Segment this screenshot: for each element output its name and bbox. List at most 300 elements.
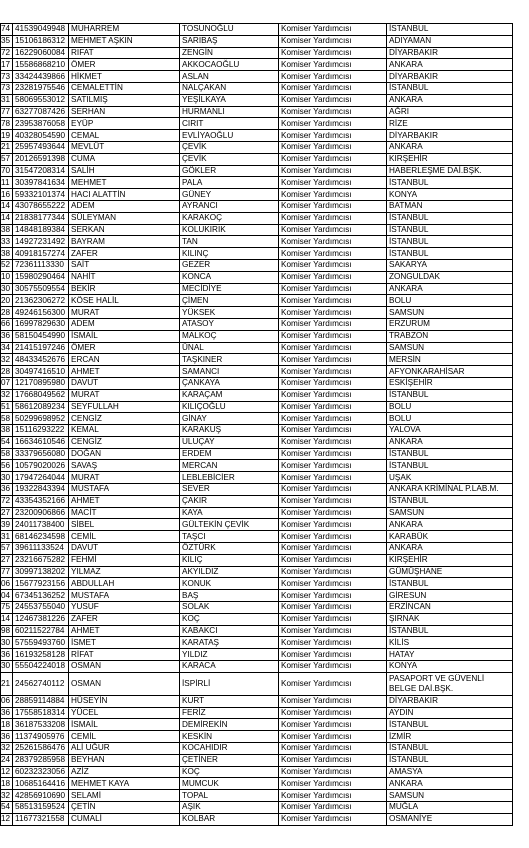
rank-cell: Komiser Yardımcısı [279,82,387,94]
first-name-cell: CENGİZ [69,436,180,448]
rank-cell: Komiser Yardımcısı [279,719,387,731]
first-name-cell: ABDULLAH [69,578,180,590]
rank-cell: Komiser Yardımcısı [279,366,387,378]
surname-cell: KONCA [180,271,279,283]
surname-cell: KARAKOÇ [180,212,279,224]
row-index-cell: 98 [1,625,13,637]
location-cell: İSTANBUL [387,578,513,590]
surname-cell: TAŞKINER [180,354,279,366]
row-index-cell: 11 [1,177,13,189]
surname-cell: YEŞİLKAYA [180,94,279,106]
rank-cell: Komiser Yardımcısı [279,672,387,695]
table-row [1,318,513,330]
rank-cell: Komiser Yardımcısı [279,472,387,484]
location-cell: İSTANBUL [387,460,513,472]
table-row [1,189,513,201]
row-index-cell: 72 [1,47,13,59]
id-number-cell: 23200906866 [13,507,69,519]
location-cell: DİYARBAKIR [387,695,513,707]
location-cell: ANKARA [387,94,513,106]
first-name-cell: CUMALİ [69,813,180,825]
location-cell: PASAPORT VE GÜVENLİ BELGE DAİ.BŞK. [387,672,513,695]
location-cell: İSTANBUL [387,212,513,224]
row-index-cell: 75 [1,602,13,614]
first-name-cell: SEYFULLAH [69,401,180,413]
row-index-cell: 21 [1,672,13,695]
table-row [1,790,513,802]
row-index-cell: 74 [1,24,13,36]
id-number-cell: 15586868210 [13,59,69,71]
location-cell: GÜMÜŞHANE [387,566,513,578]
id-number-cell: 24562740112 [13,672,69,695]
first-name-cell: DAVUT [69,543,180,555]
id-number-cell: 23281975546 [13,82,69,94]
first-name-cell: ZAFER [69,248,180,260]
first-name-cell: SATILMIŞ [69,94,180,106]
location-cell: ANKARA [387,141,513,153]
table-row [1,731,513,743]
id-number-cell: 21362306272 [13,295,69,307]
table-row [1,507,513,519]
location-cell: ERZURUM [387,318,513,330]
surname-cell: KOLBAR [180,813,279,825]
surname-cell: AKYILDIZ [180,566,279,578]
surname-cell: KOÇ [180,766,279,778]
first-name-cell: MUSTAFA [69,590,180,602]
id-number-cell: 58150454990 [13,330,69,342]
table-row [1,531,513,543]
table-row [1,554,513,566]
id-number-cell: 19322843394 [13,484,69,496]
location-cell: DİYARBAKIR [387,71,513,83]
first-name-cell: KEMAL [69,425,180,437]
row-index-cell: 58 [1,413,13,425]
table-row [1,200,513,212]
first-name-cell: İSMAİL [69,719,180,731]
surname-cell: EVLİYAOĞLU [180,130,279,142]
id-number-cell: 68146234598 [13,531,69,543]
id-number-cell: 11374905976 [13,731,69,743]
rank-cell: Komiser Yardımcısı [279,200,387,212]
first-name-cell: RİFAT [69,649,180,661]
surname-cell: KARAÇAM [180,389,279,401]
surname-cell: KARAKUŞ [180,425,279,437]
table-row [1,82,513,94]
location-cell: BOLU [387,413,513,425]
row-index-cell: 70 [1,165,13,177]
first-name-cell: MUSTAFA [69,484,180,496]
surname-cell: TAN [180,236,279,248]
id-number-cell: 17668049562 [13,389,69,401]
table-row [1,778,513,790]
table-row [1,307,513,319]
id-number-cell: 50299698952 [13,413,69,425]
rank-cell: Komiser Yardımcısı [279,141,387,153]
row-index-cell: 54 [1,436,13,448]
location-cell: İSTANBUL [387,448,513,460]
first-name-cell: ADEM [69,200,180,212]
row-index-cell: 36 [1,707,13,719]
surname-cell: ÇEVİK [180,153,279,165]
id-number-cell: 59332101374 [13,189,69,201]
location-cell: OSMANİYE [387,813,513,825]
location-cell: UŞAK [387,472,513,484]
table-row [1,342,513,354]
location-cell: ADIYAMAN [387,35,513,47]
id-number-cell: 41539049948 [13,24,69,36]
id-number-cell: 14927231492 [13,236,69,248]
row-index-cell: 31 [1,531,13,543]
table-row [1,754,513,766]
rank-cell: Komiser Yardımcısı [279,566,387,578]
id-number-cell: 12170895980 [13,377,69,389]
rank-cell: Komiser Yardımcısı [279,377,387,389]
rank-cell: Komiser Yardımcısı [279,484,387,496]
table-row [1,637,513,649]
location-cell: AFYONKARAHİSAR [387,366,513,378]
id-number-cell: 58069553012 [13,94,69,106]
table-row [1,236,513,248]
personnel-table [0,23,513,826]
first-name-cell: MEVLÜT [69,141,180,153]
row-index-cell: 18 [1,778,13,790]
rank-cell: Komiser Yardımcısı [279,637,387,649]
row-index-cell: 04 [1,590,13,602]
surname-cell: KONUK [180,578,279,590]
first-name-cell: YÜCEL [69,707,180,719]
rank-cell: Komiser Yardımcısı [279,47,387,59]
table-row [1,130,513,142]
id-number-cell: 72361113330 [13,259,69,271]
row-index-cell: 34 [1,342,13,354]
first-name-cell: ÖMER [69,59,180,71]
id-number-cell: 67345136252 [13,590,69,602]
location-cell: ESKİŞEHİR [387,377,513,389]
id-number-cell: 60211522784 [13,625,69,637]
location-cell: DİYARBAKIR [387,130,513,142]
first-name-cell: AHMET [69,366,180,378]
rank-cell: Komiser Yardımcısı [279,790,387,802]
first-name-cell: SALİH [69,165,180,177]
rank-cell: Komiser Yardımcısı [279,71,387,83]
first-name-cell: KÖSE HALİL [69,295,180,307]
id-number-cell: 49246156300 [13,307,69,319]
rank-cell: Komiser Yardımcısı [279,766,387,778]
rank-cell: Komiser Yardımcısı [279,130,387,142]
row-index-cell: 32 [1,389,13,401]
location-cell: İSTANBUL [387,24,513,36]
first-name-cell: SAİT [69,259,180,271]
first-name-cell: SELAMİ [69,790,180,802]
rank-cell: Komiser Yardımcısı [279,94,387,106]
table-row [1,661,513,673]
surname-cell: KILIÇ [180,554,279,566]
table-row [1,212,513,224]
row-index-cell: 24 [1,754,13,766]
row-index-cell: 54 [1,802,13,814]
id-number-cell: 43354352166 [13,495,69,507]
row-index-cell: 27 [1,554,13,566]
location-cell: KIRŞEHİR [387,153,513,165]
rank-cell: Komiser Yardımcısı [279,283,387,295]
location-cell: ANKARA KRİMİNAL P.LAB.M. [387,484,513,496]
id-number-cell: 36187533208 [13,719,69,731]
row-index-cell: 56 [1,460,13,472]
table-row [1,366,513,378]
surname-cell: PALA [180,177,279,189]
rank-cell: Komiser Yardımcısı [279,259,387,271]
id-number-cell: 30497416510 [13,366,69,378]
location-cell: ANKARA [387,59,513,71]
table-row [1,283,513,295]
row-index-cell: 73 [1,82,13,94]
row-index-cell: 51 [1,401,13,413]
location-cell: KONYA [387,661,513,673]
first-name-cell: MACİT [69,507,180,519]
rank-cell: Komiser Yardımcısı [279,389,387,401]
rank-cell: Komiser Yardımcısı [279,24,387,36]
surname-cell: MALKOÇ [180,330,279,342]
table-row [1,259,513,271]
first-name-cell: HÜSEYİN [69,695,180,707]
first-name-cell: MEHMET KAYA [69,778,180,790]
rank-cell: Komiser Yardımcısı [279,754,387,766]
table-row [1,484,513,496]
table-row [1,672,513,695]
first-name-cell: YUSUF [69,602,180,614]
surname-cell: MERCAN [180,460,279,472]
id-number-cell: 17558518314 [13,707,69,719]
table-row [1,59,513,71]
row-index-cell: 57 [1,153,13,165]
location-cell: İSTANBUL [387,719,513,731]
rank-cell: Komiser Yardımcısı [279,802,387,814]
location-cell: SAMSUN [387,790,513,802]
first-name-cell: MEHMET [69,177,180,189]
first-name-cell: SERHAN [69,106,180,118]
location-cell: İSTANBUL [387,177,513,189]
id-number-cell: 58612089234 [13,401,69,413]
location-cell: SAMSUN [387,307,513,319]
location-cell: ANKARA [387,778,513,790]
rank-cell: Komiser Yardımcısı [279,731,387,743]
rank-cell: Komiser Yardımcısı [279,295,387,307]
rank-cell: Komiser Yardımcısı [279,695,387,707]
location-cell: SAMSUN [387,342,513,354]
table-row [1,71,513,83]
id-number-cell: 57559493760 [13,637,69,649]
personnel-table-body [1,24,513,826]
table-row [1,436,513,448]
location-cell: GİRESUN [387,590,513,602]
rank-cell: Komiser Yardımcısı [279,236,387,248]
location-cell: YALOVA [387,425,513,437]
surname-cell: BAŞ [180,590,279,602]
id-number-cell: 21838177344 [13,212,69,224]
row-index-cell: 36 [1,330,13,342]
surname-cell: LEBLEBİCİER [180,472,279,484]
row-index-cell: 21 [1,141,13,153]
rank-cell: Komiser Yardımcısı [279,177,387,189]
row-index-cell: 28 [1,307,13,319]
rank-cell: Komiser Yardımcısı [279,189,387,201]
id-number-cell: 15980290464 [13,271,69,283]
row-index-cell: 10 [1,271,13,283]
location-cell: ŞIRNAK [387,613,513,625]
rank-cell: Komiser Yardımcısı [279,531,387,543]
row-index-cell: 36 [1,484,13,496]
first-name-cell: AHMET [69,625,180,637]
rank-cell: Komiser Yardımcısı [279,354,387,366]
first-name-cell: BAYRAM [69,236,180,248]
personnel-list-sheet [0,23,512,826]
location-cell: BATMAN [387,200,513,212]
location-cell: İSTANBUL [387,224,513,236]
id-number-cell: 10685164416 [13,778,69,790]
first-name-cell: SERKAN [69,224,180,236]
row-index-cell: 38 [1,248,13,260]
surname-cell: KURT [180,695,279,707]
id-number-cell: 48433452676 [13,354,69,366]
surname-cell: CIRIT [180,118,279,130]
rank-cell: Komiser Yardımcısı [279,578,387,590]
rank-cell: Komiser Yardımcısı [279,813,387,825]
table-row [1,719,513,731]
surname-cell: ÜNAL [180,342,279,354]
table-row [1,566,513,578]
rank-cell: Komiser Yardımcısı [279,625,387,637]
location-cell: İSTANBUL [387,389,513,401]
rank-cell: Komiser Yardımcısı [279,743,387,755]
id-number-cell: 28379285958 [13,754,69,766]
id-number-cell: 23216675282 [13,554,69,566]
surname-cell: ÖZTÜRK [180,543,279,555]
location-cell: İSTANBUL [387,625,513,637]
id-number-cell: 21415197246 [13,342,69,354]
first-name-cell: SÜLEYMAN [69,212,180,224]
table-row [1,141,513,153]
surname-cell: FERİZ [180,707,279,719]
id-number-cell: 24011738400 [13,519,69,531]
location-cell: İSTANBUL [387,743,513,755]
row-index-cell: 14 [1,212,13,224]
id-number-cell: 16997829630 [13,318,69,330]
surname-cell: İSPİRLİ [180,672,279,695]
id-number-cell: 43078655222 [13,200,69,212]
row-index-cell: 14 [1,613,13,625]
row-index-cell: 30 [1,283,13,295]
first-name-cell: DAVUT [69,377,180,389]
row-index-cell: 07 [1,377,13,389]
table-row [1,707,513,719]
row-index-cell: 30 [1,472,13,484]
id-number-cell: 33424439866 [13,71,69,83]
surname-cell: TOPAL [180,790,279,802]
row-index-cell: 72 [1,495,13,507]
row-index-cell: 52 [1,259,13,271]
rank-cell: Komiser Yardımcısı [279,153,387,165]
surname-cell: KARACA [180,661,279,673]
row-index-cell: 78 [1,118,13,130]
table-row [1,106,513,118]
id-number-cell: 28859114884 [13,695,69,707]
row-index-cell: 77 [1,106,13,118]
first-name-cell: CUMA [69,153,180,165]
location-cell: RİZE [387,118,513,130]
location-cell: İSTANBUL [387,754,513,766]
location-cell: BOLU [387,295,513,307]
row-index-cell: 30 [1,661,13,673]
location-cell: DİYARBAKIR [387,47,513,59]
row-index-cell: 28 [1,366,13,378]
surname-cell: ATASOY [180,318,279,330]
first-name-cell: MUHARREM [69,24,180,36]
surname-cell: SOLAK [180,602,279,614]
id-number-cell: 40918157274 [13,248,69,260]
id-number-cell: 63277087426 [13,106,69,118]
first-name-cell: AHMET [69,495,180,507]
table-row [1,47,513,59]
first-name-cell: ZAFER [69,613,180,625]
id-number-cell: 23953876058 [13,118,69,130]
surname-cell: GÜLTEKİN ÇEVİK [180,519,279,531]
id-number-cell: 16229060084 [13,47,69,59]
first-name-cell: İSMET [69,637,180,649]
row-index-cell: 16 [1,189,13,201]
row-index-cell: 36 [1,649,13,661]
table-row [1,389,513,401]
id-number-cell: 25261586476 [13,743,69,755]
rank-cell: Komiser Yardımcısı [279,507,387,519]
rank-cell: Komiser Yardımcısı [279,165,387,177]
surname-cell: GİNAY [180,413,279,425]
rank-cell: Komiser Yardımcısı [279,425,387,437]
row-index-cell: 30 [1,637,13,649]
surname-cell: SARIBAŞ [180,35,279,47]
id-number-cell: 15106186312 [13,35,69,47]
row-index-cell: 39 [1,519,13,531]
surname-cell: KILIÇOĞLU [180,401,279,413]
id-number-cell: 12467381226 [13,613,69,625]
id-number-cell: 60232323056 [13,766,69,778]
surname-cell: HURMANLI [180,106,279,118]
row-index-cell: 33 [1,236,13,248]
rank-cell: Komiser Yardımcısı [279,318,387,330]
location-cell: SAMSUN [387,507,513,519]
surname-cell: ÇİMEN [180,295,279,307]
first-name-cell: FEHMİ [69,554,180,566]
rank-cell: Komiser Yardımcısı [279,307,387,319]
row-index-cell: 20 [1,295,13,307]
rank-cell: Komiser Yardımcısı [279,778,387,790]
surname-cell: YILDIZ [180,649,279,661]
location-cell: HATAY [387,649,513,661]
surname-cell: ZENGİN [180,47,279,59]
surname-cell: KOLUKIRIK [180,224,279,236]
surname-cell: KOCAHIDIR [180,743,279,755]
location-cell: ERZİNCAN [387,602,513,614]
surname-cell: ULUÇAY [180,436,279,448]
rank-cell: Komiser Yardımcısı [279,118,387,130]
table-row [1,802,513,814]
id-number-cell: 30997138202 [13,566,69,578]
first-name-cell: OSMAN [69,661,180,673]
surname-cell: MUMCUK [180,778,279,790]
rank-cell: Komiser Yardımcısı [279,460,387,472]
surname-cell: NALÇAKAN [180,82,279,94]
id-number-cell: 42856910690 [13,790,69,802]
location-cell: MERSİN [387,354,513,366]
